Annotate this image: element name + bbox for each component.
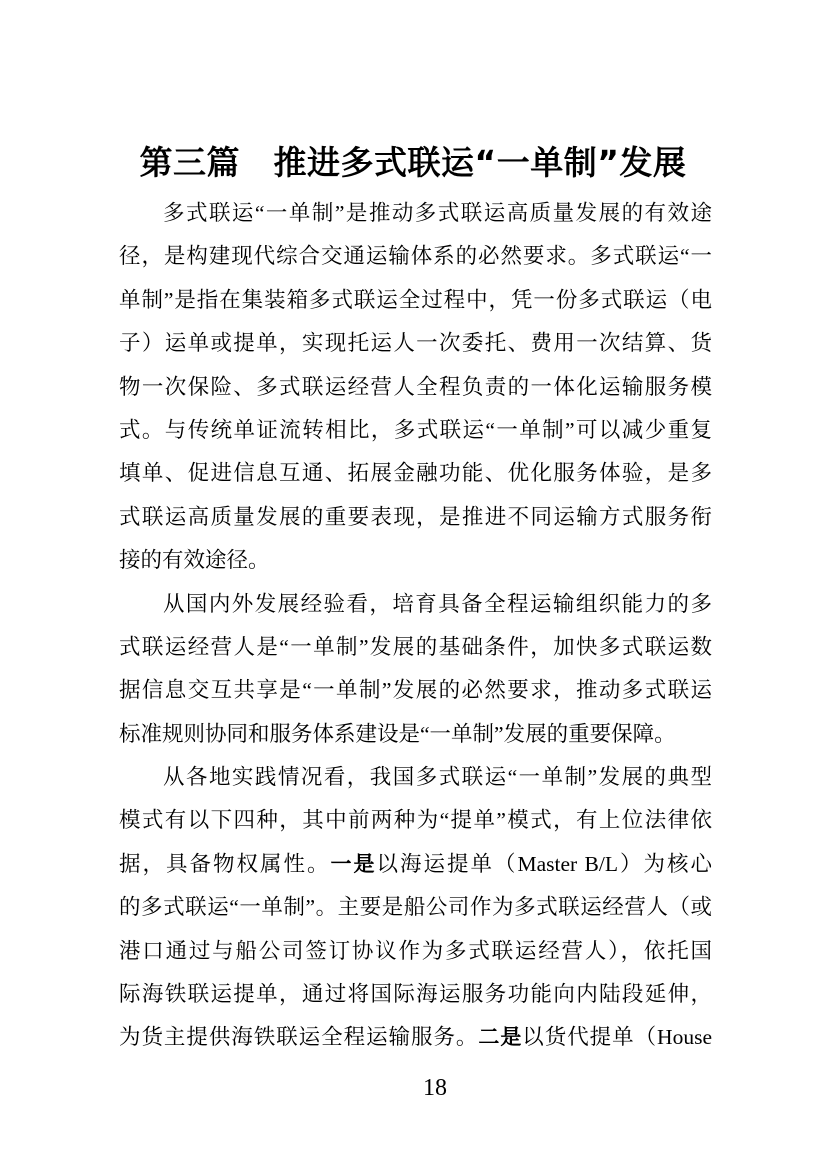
body-text bbox=[119, 192, 712, 1060]
page-number: 18 bbox=[423, 1075, 447, 1101]
body-line: 单制”是指在集装箱多式联运全过程中，凭一份多式联运（电 bbox=[119, 287, 712, 312]
body-line: 填单、促进信息互通、拓展金融功能、优化服务体验，是多 bbox=[119, 461, 712, 486]
body-line: 标准规则协同和服务体系建设是“一单制”发展的重要保障。 bbox=[119, 721, 676, 746]
paragraph-3 bbox=[119, 756, 712, 1060]
body-line: 式联运高质量发展的重要表现，是推进不同运输方式服务衔 bbox=[119, 504, 712, 529]
body-line: 的多式联运“一单制”。主要是船公司作为多式联运经营人（或 bbox=[119, 895, 712, 920]
body-line-text: 为货主提供海铁联运全程运输服务。 bbox=[119, 1025, 479, 1050]
page-title: 第三篇 推进多式联运“一单制”发展 bbox=[139, 143, 687, 182]
emphasis-text: 一是 bbox=[330, 851, 377, 876]
body-line: 式。与传统单证流转相比，多式联运“一单制”可以减少重复 bbox=[119, 417, 712, 442]
body-line: 物一次保险、多式联运经营人全程负责的一体化运输服务模 bbox=[119, 374, 712, 399]
body-line: 据信息交互共享是“一单制”发展的必然要求，推动多式联运 bbox=[119, 678, 712, 703]
body-line: 从国内外发展经验看，培育具备全程运输组织能力的多 bbox=[163, 591, 712, 616]
body-line: 港口通过与船公司签订协议作为多式联运经营人），依托国 bbox=[119, 938, 712, 963]
body-line: 从各地实践情况看，我国多式联运“一单制”发展的典型 bbox=[163, 765, 712, 790]
body-line-text: 据，具备物权属性。 bbox=[119, 851, 331, 876]
body-line bbox=[119, 843, 712, 886]
emphasis-text: 二是 bbox=[478, 1025, 523, 1050]
body-line-text: 以海运提单（Master B/L）为核心 bbox=[376, 851, 712, 876]
paragraph-2 bbox=[119, 583, 712, 757]
body-line-text: 以货代提单（House bbox=[522, 1025, 712, 1050]
body-line: 际海铁联运提单，通过将国际海运服务功能向内陆段延伸， bbox=[119, 982, 712, 1007]
body-line: 多式联运“一单制”是推动多式联运高质量发展的有效途 bbox=[163, 201, 712, 225]
body-line: 子）运单或提单，实现托运人一次委托、费用一次结算、货 bbox=[119, 331, 712, 356]
body-line: 径，是构建现代综合交通运输体系的必然要求。多式联运“一 bbox=[119, 244, 712, 269]
paragraph-1 bbox=[119, 192, 712, 583]
body-line: 模式有以下四种，其中前两种为“提单”模式，有上位法律依 bbox=[119, 808, 712, 833]
body-line: 式联运经营人是“一单制”发展的基础条件，加快多式联运数 bbox=[119, 634, 712, 659]
body-line: 接的有效途径。 bbox=[119, 548, 270, 573]
body-line bbox=[119, 1016, 712, 1059]
